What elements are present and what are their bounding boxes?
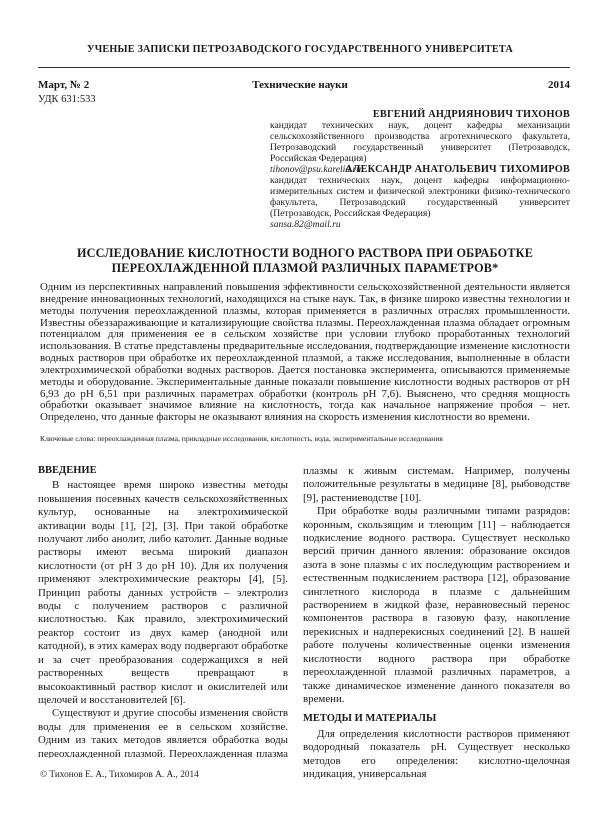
year-label: 2014: [548, 79, 570, 91]
author-email[interactable]: tihonov@psu.karelia.ru: [270, 163, 362, 175]
issue-label: Март, № 2: [38, 79, 90, 91]
keywords: Ключевые слова: переохлажденная плазма, прикладные исследования, кислотность, вода, экспериментальные исследования: [40, 434, 443, 443]
author-block-2: [270, 165, 570, 230]
author-name: ЕВГЕНИЙ АНДРИЯНОВИЧ ТИХОНОВ: [372, 109, 570, 120]
section-label: Технические науки: [252, 79, 348, 91]
paragraph: Существуют и другие способы изменения свойств воды для применения ее в сельском хозяйстве. Одним из таких методов является обработка воды переохлажденной плазмой. Переохлажденная плазма: [38, 707, 288, 758]
author-affiliation: кандидат технических наук, доцент кафедры информационно-измерительных систем и физической электроники физико-технического факультета, Петрозаводский государственный университет (Петрозаводск, Российская Федерация): [270, 174, 570, 219]
intro-heading: ВВЕДЕНИЕ: [38, 465, 97, 476]
abstract: Одним из перспективных направлений повышения эффективности сельскохозяйственной деятельности является внедрение инновационных технологий, находящихся на стыке наук. Так, в физике широко известны технологии и методы получения переохлажденной плазмы, которая применяется в различных отраслях промышленности. Известны обеззараживающие и катализирующие свойства плазмы. Переохлажденная плазма обладает огромным потенциалом для применения ее в сельском хозяйстве при условии глубоко проработанных технологий использования. В статье представлены предварительные исследования, подтверждающие изменение кислотности водных растворов при обработке их переохлажденной плазмой, а также исследования, выполненные в области электрохимической обработки водных растворов. Дается постановка эксперимента, описываются применяемые методы и оборудование. Экспериментальные данные показали повышение кислотности водных растворов от pH 6,93 до pH 6,51 при различных параметрах обработки (контроль pH 7,6). Выяснено, что средняя мощность обработки оказывает значимое влияние на кислотность, тогда как начальное напряжение пробоя – нет. Определено, что данные факторы не оказывают влияния на скорость изменения кислотности во времени.: [40, 281, 570, 424]
journal-title: УЧЕНЫЕ ЗАПИСКИ ПЕТРОЗАВОДСКОГО ГОСУДАРСТВЕННОГО УНИВЕРСИТЕТА: [87, 44, 513, 55]
column-left: [38, 464, 288, 758]
paragraph-continuation: плазмы к живым системам. Например, получены положительные результаты в медицине [8], рыбоводстве [9], растениеводстве [10].: [303, 465, 570, 504]
paragraph: Для определения кислотности растворов применяют водородный показатель pH. Существует несколько методов его определения: кислотно-щелочная индикация, универсальная: [303, 727, 570, 780]
udk-code: УДК 631:533: [38, 94, 96, 105]
paragraph: В настоящее время широко известны методы повышения посевных качеств сельскохозяйственных культур, основанные на электрохимической активации воды [1], [2], [3]. При такой обработке получают либо анолит, либо католит. Данные водные растворы имеют весьма широкий диапазон кислотности (от pH 3 до pH 10). Для их получения применяют электрохимические реакторы [4], [5]. Принцип работы данных устройств – электролиз воды с получением растворов с различной кислотностью. Как правило, электрохимический реактор состоит из двух камер (анодной или катодной), в этих камерах воду подвергают обработке и за счет преобразования содержащихся в ней растворенных веществ превращают в высокоактивный раствор кислот и окислителей или щелочей и восстановителей [6].: [38, 479, 288, 706]
article-title: [40, 246, 570, 276]
copyright: © Тихонов Е. А., Тихомиров А. А., 2014: [40, 770, 199, 780]
author-affiliation: кандидат технических наук, доцент кафедры механизации сельскохозяйственного производства агротехнического факультета, Петрозаводский государственный университет (Петрозаводск, Российская Федерация): [270, 119, 570, 164]
paragraph: При обработке воды различными типами разрядов: коронным, скользящим и тлеющим [11] – наблюдается подкисление водного раствора. Существует несколько версий причин данного явления: образование оксидов азота в зоне плазмы с их последующим растворением и естественным подкислением раствора [12], образование синглетного кислорода в плазме с дальнейшим растворением в жидкой фазе, неравновесный перенос компонентов раствора в газовую фазу, накопление перекисных и надперекисных соединений [2]. В нашей работе получены количественные оценки изменения кислотности водного раствора при обработке переохлажденной плазмой различных параметров, а также динамическое изменение данного показателя во времени.: [303, 505, 570, 705]
header-divider: [38, 67, 570, 68]
author-name: АЛЕКСАНДР АНАТОЛЬЕВИЧ ТИХОМИРОВ: [345, 164, 570, 175]
title-line-1: ИССЛЕДОВАНИЕ КИСЛОТНОСТИ ВОДНОГО РАСТВОРА ПРИ ОБРАБОТКЕ: [76, 246, 534, 260]
column-right: [303, 465, 570, 781]
author-email[interactable]: sansa.82@mail.ru: [270, 218, 341, 230]
title-line-2: ПЕРЕОХЛАЖДЕННОЙ ПЛАЗМОЙ РАЗЛИЧНЫХ ПАРАМЕТРОВ*: [111, 261, 499, 275]
methods-heading: МЕТОДЫ И МАТЕРИАЛЫ: [303, 713, 437, 725]
